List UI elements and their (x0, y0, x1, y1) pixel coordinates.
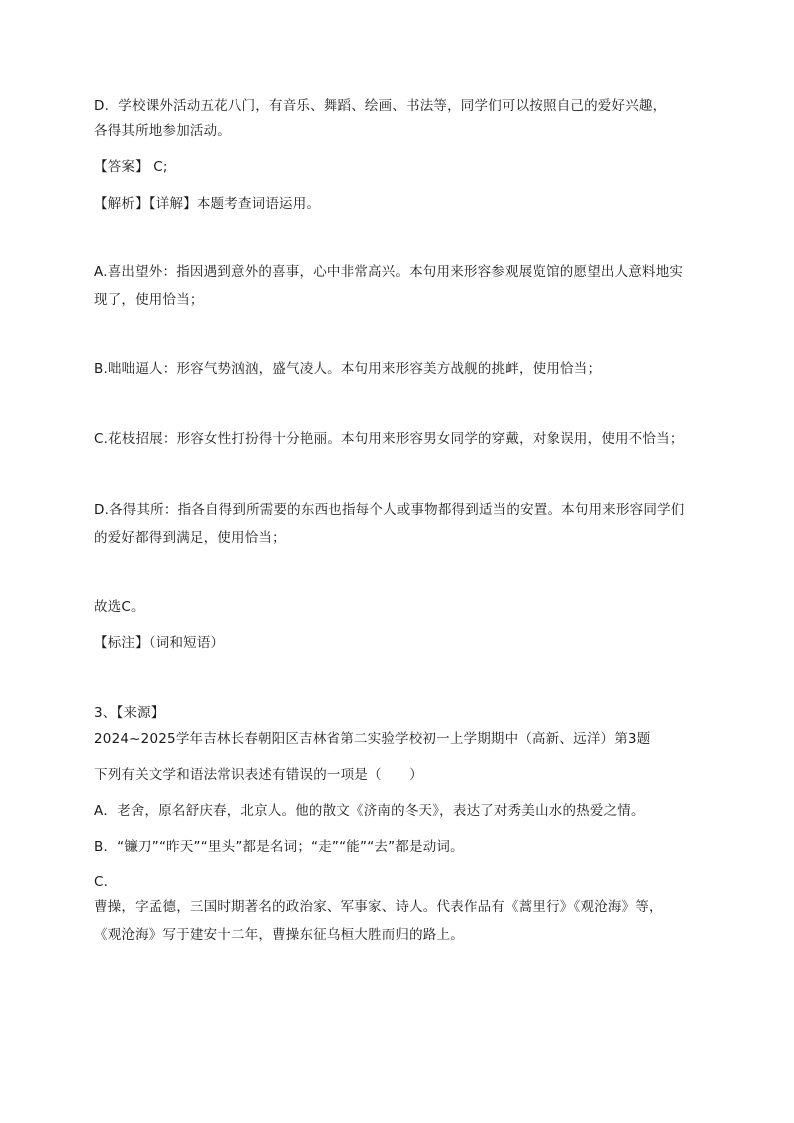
analysis-line: 【解析】【详解】本题考查词语运用。 (94, 196, 321, 212)
explanation-d-line-1: D.各得其所：指各自得到所需要的东西也指每个人或事物都得到适当的安置。本句用来形容同学们 (94, 502, 685, 518)
question-3-source-detail: 2024~2025学年吉林长春朝阳区吉林省第二实验学校初一上学期期中（高新、远洋）第3题 (94, 731, 651, 747)
question-3-option-c-line-1: 曹操，字孟德，三国时期著名的政治家、军事家、诗人。代表作品有《蒿里行》《观沧海》等， (94, 899, 663, 915)
explanation-c-line-1: C.花枝招展：形容女性打扮得十分艳丽。本句用来形容男女同学的穿戴，对象误用，使用不恰当； (94, 431, 684, 447)
explanation-d-line-2: 的爱好都得到满足，使用恰当； (94, 530, 286, 546)
question-3-option-c-label: C． (94, 874, 118, 890)
explanation-a-line-1: A.喜出望外：指因遇到意外的喜事，心中非常高兴。本句用来形容参观展览馆的愿望出人意料地实 (94, 264, 684, 280)
option-d-previous-line-2: 各得其所地参加活动。 (94, 123, 231, 139)
tag-line: 【标注】（词和短语） (94, 635, 225, 651)
explanation-b-line-1: B.咄咄逼人：形容气势汹汹，盛气凌人。本句用来形容美方战舰的挑衅，使用恰当； (94, 361, 602, 377)
answer-line: 【答案】 C; (94, 159, 168, 175)
question-3-option-a: A．老舍，原名舒庆春，北京人。他的散文《济南的冬天》，表达了对秀美山水的热爱之情。 (94, 803, 645, 819)
option-d-previous-line-1: D．学校课外活动五花八门，有音乐、舞蹈、绘画、书法等，同学们可以按照自己的爱好兴趣， (94, 98, 667, 114)
conclusion-line: 故选C。 (94, 599, 145, 615)
question-3-stem: 下列有关文学和语法常识表述有错误的一项是（ ） (94, 767, 423, 783)
question-3-option-b: B．“镰刀”“昨天”“里头”都是名词；“走”“能”“去”都是动词。 (94, 839, 464, 855)
question-3-source-label: 3、【来源】 (94, 705, 165, 721)
explanation-a-line-2: 现了，使用恰当； (94, 292, 204, 308)
question-3-option-c-line-2: 《观沧海》写于建安十二年，曹操东征乌桓大胜而归的路上。 (94, 927, 464, 943)
